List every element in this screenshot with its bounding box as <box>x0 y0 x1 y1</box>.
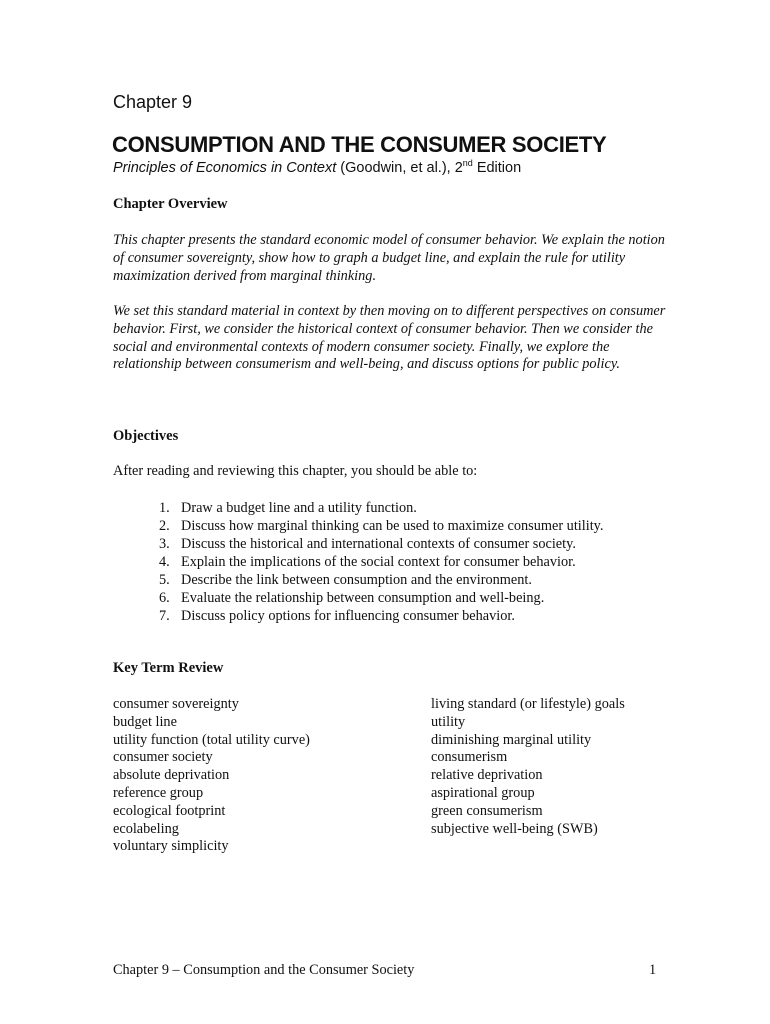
chapter-title: CONSUMPTION AND THE CONSUMER SOCIETY <box>112 132 607 157</box>
key-term: green consumerism <box>431 802 543 819</box>
key-terms-right-column <box>431 696 625 838</box>
key-term: consumer society <box>113 749 213 766</box>
key-term: utility <box>431 713 466 730</box>
key-term: voluntary simplicity <box>113 838 229 855</box>
edition-superscript: nd <box>462 158 473 168</box>
objective-item <box>159 553 603 571</box>
objectives-list <box>159 499 603 625</box>
objective-item <box>159 517 603 535</box>
key-term: reference group <box>113 784 204 801</box>
book-subtitle <box>113 158 521 176</box>
objective-text: Evaluate the relationship between consumption and well-being. <box>181 590 545 606</box>
objective-item <box>159 607 603 625</box>
objective-item <box>159 589 603 607</box>
objectives-heading: Objectives <box>113 428 179 444</box>
objective-number: 6. <box>159 590 170 606</box>
key-terms-left-column <box>113 696 310 856</box>
key-term: diminishing marginal utility <box>431 731 592 748</box>
key-term: ecolabeling <box>113 820 179 837</box>
key-term: relative deprivation <box>431 767 543 784</box>
objective-item <box>159 535 603 553</box>
objective-number: 3. <box>159 536 170 552</box>
objective-number: 1. <box>159 500 170 516</box>
key-terms-heading: Key Term Review <box>113 660 224 676</box>
key-term: budget line <box>113 713 177 730</box>
overview-heading: Chapter Overview <box>113 196 228 212</box>
objective-item <box>159 499 603 517</box>
objective-text: Discuss how marginal thinking can be used to maximize consumer utility. <box>181 518 604 534</box>
key-term: consumerism <box>431 749 508 766</box>
overview-paragraph-1: This chapter presents the standard economic model of consumer behavior. We explain the notion of consumer sovereignty, show how to graph a budget line, and explain the rule for utility maximization derived from marginal thinking. <box>113 232 665 284</box>
objective-text: Draw a budget line and a utility function. <box>181 500 417 516</box>
overview-paragraph-2: We set this standard material in context by then moving on to different perspectives on consumer behavior. First, we consider the historical context of consumer behavior. Then we consider the social and environmental contexts of modern consumer society. Finally, we explore the relationship between consumerism and well-being, and discuss options for public policy. <box>113 303 666 373</box>
edition-word: Edition <box>472 160 522 176</box>
objective-text: Explain the implications of the social context for consumer behavior. <box>181 554 576 570</box>
key-term: living standard (or lifestyle) goals <box>431 696 625 712</box>
key-term: subjective well-being (SWB) <box>431 820 598 837</box>
key-term: ecological footprint <box>113 802 226 819</box>
objective-text: Describe the link between consumption and the environment. <box>181 572 532 588</box>
page-number: 1 <box>649 962 657 978</box>
objective-number: 5. <box>159 572 170 588</box>
objective-number: 2. <box>159 518 170 534</box>
objective-item <box>159 571 603 589</box>
objective-text: Discuss the historical and international contexts of consumer society. <box>181 536 576 552</box>
book-authors: (Goodwin, et al.), 2 <box>336 160 463 176</box>
key-term: utility function (total utility curve) <box>113 731 310 748</box>
objective-number: 7. <box>159 608 170 624</box>
key-term: aspirational group <box>431 784 535 801</box>
chapter-label: Chapter 9 <box>113 92 193 112</box>
objective-number: 4. <box>159 554 170 570</box>
key-term: absolute deprivation <box>113 767 230 784</box>
objectives-intro: After reading and reviewing this chapter, you should be able to: <box>113 463 478 479</box>
book-title: Principles of Economics in Context <box>113 160 337 176</box>
objective-text: Discuss policy options for influencing consumer behavior. <box>181 608 515 624</box>
key-term: consumer sovereignty <box>113 696 239 712</box>
footer-text: Chapter 9 – Consumption and the Consumer Society <box>113 962 415 978</box>
